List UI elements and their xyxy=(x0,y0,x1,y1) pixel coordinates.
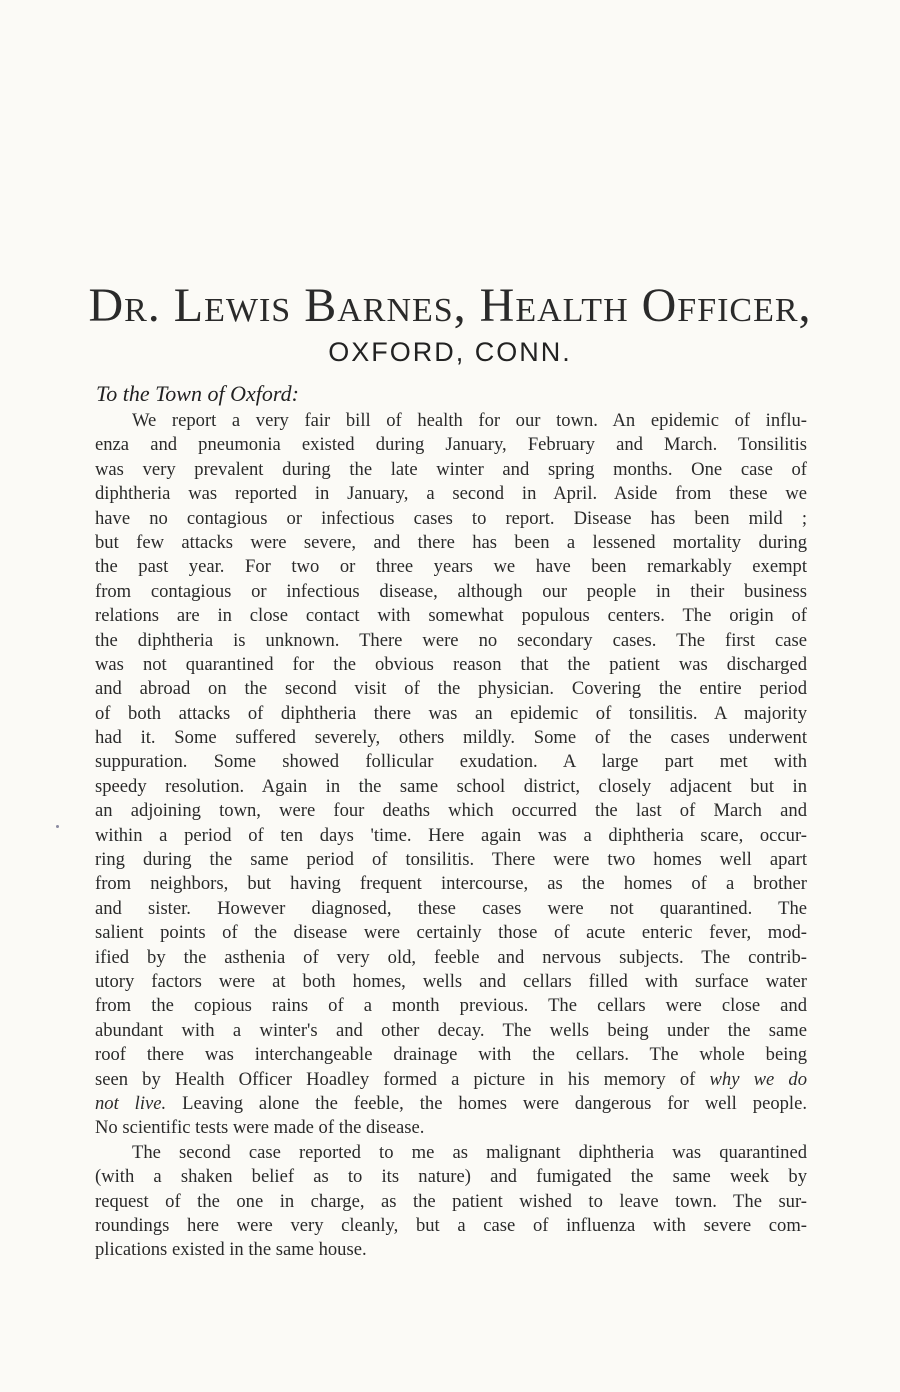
ink-speck xyxy=(56,825,59,828)
text-line: ring during the same period of tonsilitis. There were two homes well apart xyxy=(95,849,807,871)
text-line: from neighbors, but having frequent intercourse, as the homes of a brother xyxy=(95,873,807,895)
text-segment: Leaving alone the feeble, the homes were dangerous for well people. xyxy=(182,1092,807,1114)
text-line-with-italic xyxy=(95,1068,807,1092)
text-line: The second case reported to me as malignant diphtheria was quarantined xyxy=(132,1141,807,1163)
text-line: plications existed in the same house. xyxy=(95,1239,367,1261)
text-line-with-italic xyxy=(95,1092,807,1116)
text-line: roof there was interchangeable drainage with the cellars. The whole being xyxy=(95,1044,807,1066)
text-line: within a period of ten days 'time. Here again was a diphtheria scare, occur- xyxy=(95,824,807,846)
text-line: roundings here were very cleanly, but a case of influenza with severe com- xyxy=(95,1214,807,1236)
text-line: ified by the asthenia of very old, feeble and nervous subjects. The contrib- xyxy=(95,946,807,968)
text-line: from the copious rains of a month previous. The cellars were close and xyxy=(95,995,807,1017)
text-line: the past year. For two or three years we have been remarkably exempt xyxy=(95,556,807,578)
text-line: abundant with a winter's and other decay. The wells being under the same xyxy=(95,1019,807,1041)
text-line: No scientific tests were made of the disease. xyxy=(95,1117,425,1139)
salutation: To the Town of Oxford: xyxy=(96,381,299,406)
text-line: but few attacks were severe, and there has been a lessened mortality during xyxy=(95,531,807,553)
text-line: from contagious or infectious disease, although our people in their business xyxy=(95,580,807,602)
text-line: enza and pneumonia existed during January, February and March. Tonsilitis xyxy=(95,434,807,456)
text-line: (with a shaken belief as to its nature) and fumigated the same week by xyxy=(95,1166,807,1188)
text-line: of both attacks of diphtheria there was an epidemic of tonsilitis. A majority xyxy=(95,702,807,724)
text-line: was not quarantined for the obvious reason that the patient was discharged xyxy=(95,653,807,675)
text-line: We report a very fair bill of health for our town. An epidemic of influ- xyxy=(132,410,807,431)
text-line: the diphtheria is unknown. There were no secondary cases. The first case xyxy=(95,629,807,651)
page-title: Dr. Lewis Barnes, Health Officer, xyxy=(88,279,812,332)
text-line: relations are in close contact with somewhat populous centers. The origin of xyxy=(95,605,807,627)
report-body xyxy=(95,409,807,1263)
text-line: diphtheria was reported in January, a second in April. Aside from these we xyxy=(95,483,807,505)
text-line: have no contagious or infectious cases to report. Disease has been mild ; xyxy=(95,507,807,529)
italic-phrase: why we do xyxy=(709,1068,807,1090)
page-subtitle: OXFORD, CONN. xyxy=(328,337,572,367)
text-line: speedy resolution. Again in the same school district, closely adjacent but in xyxy=(95,775,807,797)
text-line: and sister. However diagnosed, these cases were not quarantined. The xyxy=(95,897,807,919)
text-line: suppuration. Some showed follicular exudation. A large part met with xyxy=(95,751,807,773)
text-line: utory factors were at both homes, wells and cellars filled with surface water xyxy=(95,970,807,992)
text-line: request of the one in charge, as the patient wished to leave town. The sur- xyxy=(95,1190,807,1212)
text-line: salient points of the disease were certainly those of acute enteric fever, mod- xyxy=(95,922,807,944)
text-line: and abroad on the second visit of the physician. Covering the entire period xyxy=(95,678,807,700)
text-segment: seen by Health Officer Hoadley formed a picture in his memory of xyxy=(95,1068,696,1090)
italic-phrase: not live. xyxy=(95,1092,167,1114)
text-line: had it. Some suffered severely, others mildly. Some of the cases underwent xyxy=(95,727,807,749)
text-line: an adjoining town, were four deaths which occurred the last of March and xyxy=(95,800,807,822)
text-line: was very prevalent during the late winter and spring months. One case of xyxy=(95,458,807,480)
